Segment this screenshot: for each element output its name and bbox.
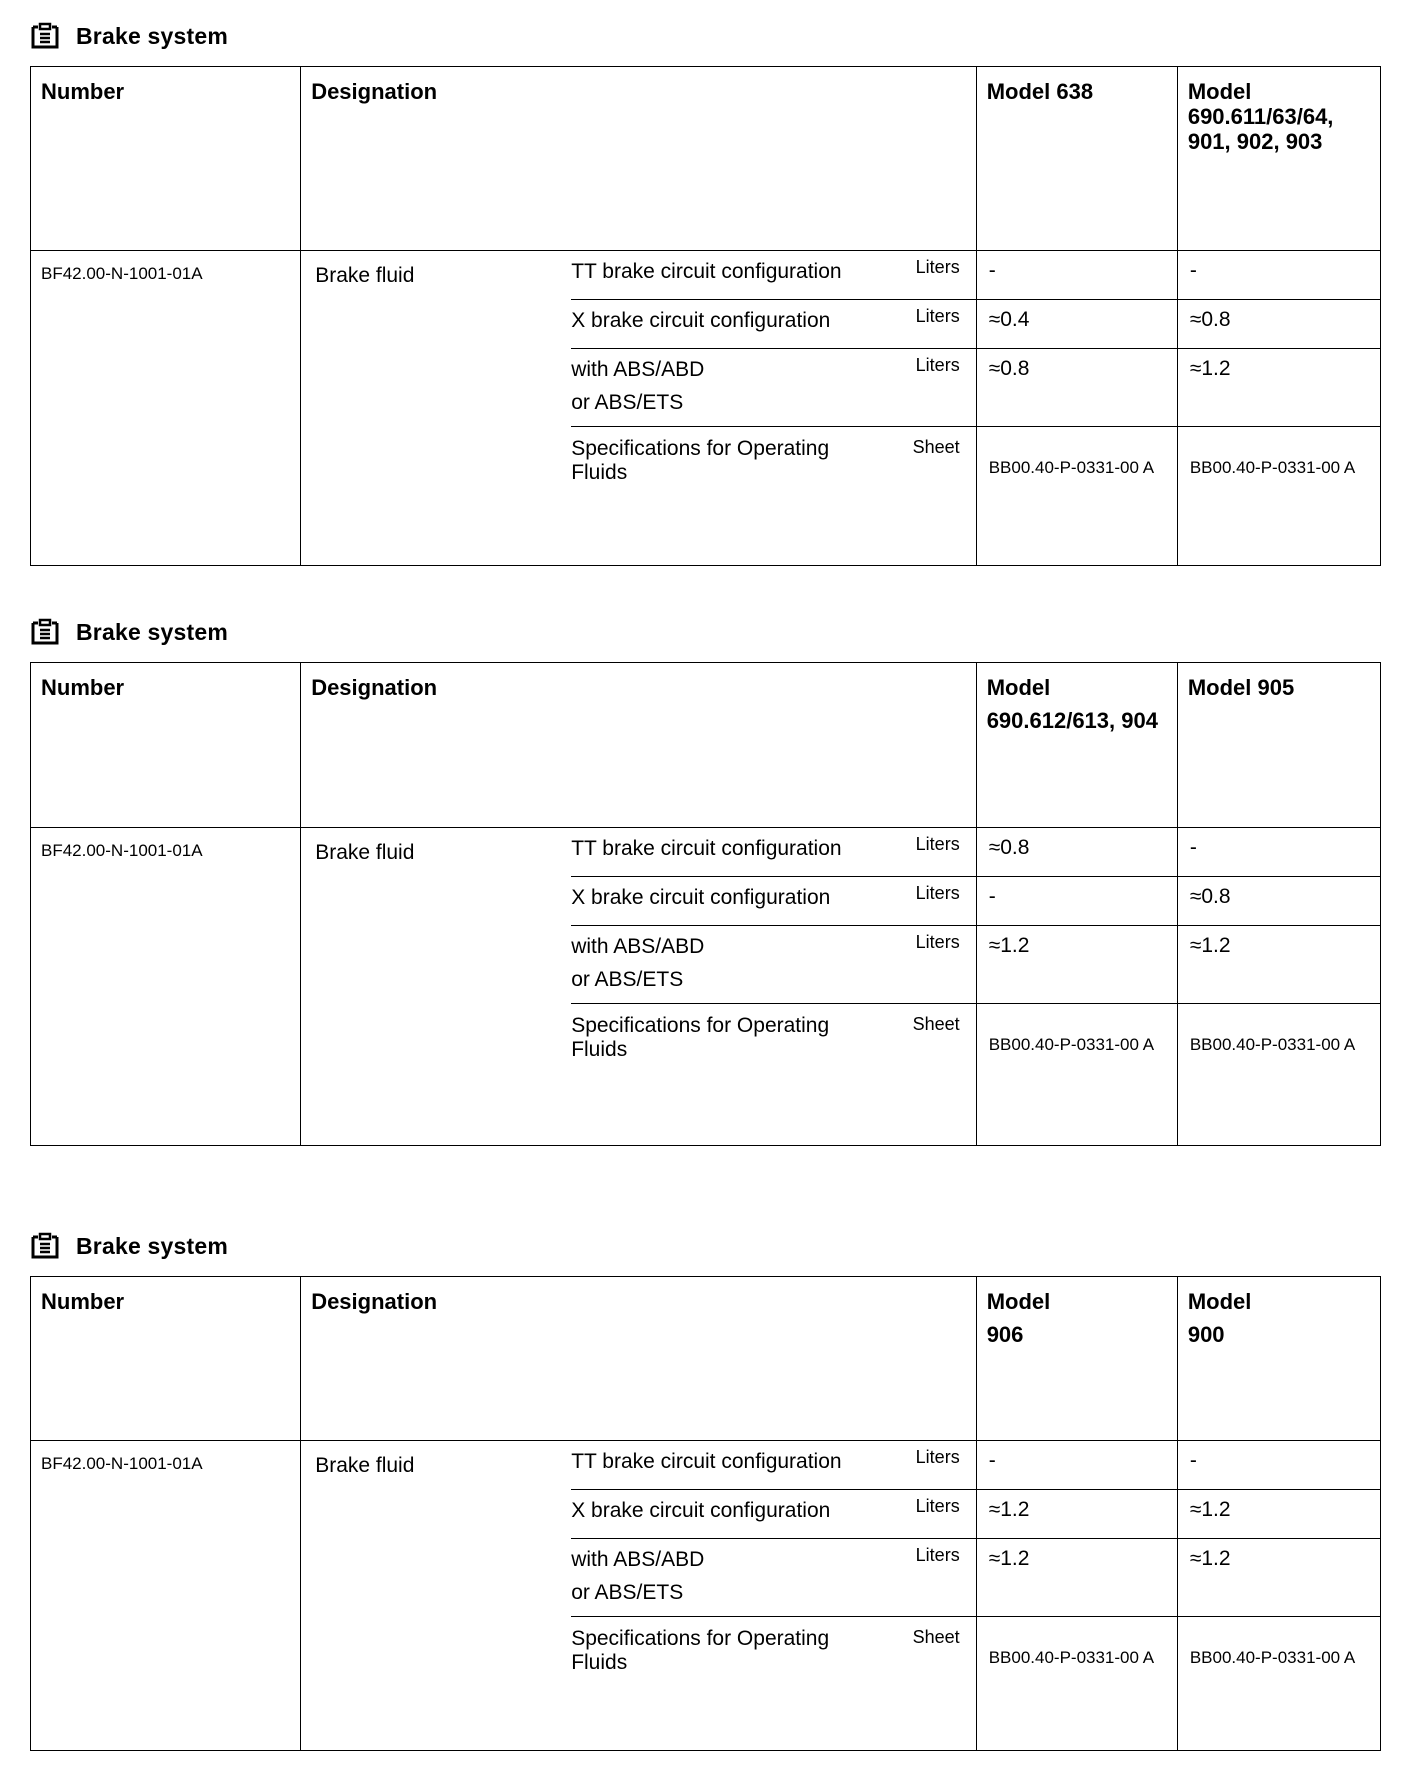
row-desc: Specifications for Operating Fluids (571, 1627, 830, 1674)
row-unit: Liters (915, 883, 960, 903)
designation: Brake fluid (315, 1454, 415, 1477)
value-cell: ≈1.2 (1178, 1490, 1380, 1539)
spec-row (571, 349, 976, 427)
row-desc: X brake circuit configuration (571, 1499, 831, 1522)
designation: Brake fluid (315, 264, 415, 287)
spec-row (571, 300, 976, 349)
value-cell: ≈1.2 (977, 1490, 1177, 1539)
value-cell: ≈1.2 (1178, 349, 1380, 427)
header-number: Number (41, 675, 125, 700)
sheet-reference: BB00.40-P-0331-00 A (988, 458, 1155, 477)
header-model-a: Model 690.612/613, 904 (986, 675, 1158, 733)
value-cell: ≈1.2 (977, 1539, 1177, 1617)
sheet-reference: BB00.40-P-0331-00 A (1189, 1035, 1356, 1054)
row-unit: Liters (915, 1496, 960, 1516)
row-unit: Liters (915, 355, 960, 375)
model-a-values (976, 1441, 1177, 1751)
spec-table (30, 1276, 1381, 1751)
part-number: BF42.00-N-1001-01A (31, 828, 301, 1146)
value-cell: ≈1.2 (1178, 1539, 1380, 1617)
model-b-values (1177, 1441, 1380, 1751)
spec-row (571, 926, 976, 1004)
section-heading (30, 614, 228, 650)
row-unit: Sheet (912, 1014, 960, 1034)
header-model-a: Model 638 (986, 79, 1094, 104)
value-cell: - (977, 251, 1177, 300)
row-desc: Specifications for Operating Fluids (571, 1014, 830, 1061)
model-a-values (976, 828, 1177, 1146)
value-cell: ≈0.8 (977, 828, 1177, 877)
sheet-reference: BB00.40-P-0331-00 A (988, 1648, 1155, 1667)
sheet-reference: BB00.40-P-0331-00 A (1189, 1648, 1356, 1667)
row-desc: TT brake circuit configuration (571, 837, 842, 860)
spec-table (30, 66, 1381, 566)
model-b-values (1177, 251, 1380, 566)
spec-row (571, 251, 976, 300)
header-designation: Designation (311, 1289, 438, 1314)
part-number: BF42.00-N-1001-01A (31, 251, 301, 566)
fluid-container-icon (30, 617, 60, 647)
row-unit: Liters (915, 834, 960, 854)
row-desc: TT brake circuit configuration (571, 1450, 842, 1473)
model-a-values (976, 251, 1177, 566)
row-unit: Liters (915, 1545, 960, 1565)
designation-cell (301, 251, 977, 566)
section-title: Brake system (76, 1232, 229, 1259)
value-cell: ≈1.2 (977, 926, 1177, 1004)
spec-row (571, 828, 976, 877)
designation-cell (301, 1441, 977, 1751)
row-desc: with ABS/ABD or ABS/ETS (571, 358, 705, 414)
spec-row (571, 1490, 976, 1539)
value-cell: - (977, 877, 1177, 926)
part-number: BF42.00-N-1001-01A (31, 1441, 301, 1751)
value-cell: ≈0.8 (1178, 877, 1380, 926)
row-desc: X brake circuit configuration (571, 886, 831, 909)
row-unit: Liters (915, 1447, 960, 1467)
spec-row (571, 1539, 976, 1617)
row-unit: Sheet (912, 1627, 960, 1647)
section-heading (30, 1228, 228, 1264)
value-cell: ≈1.2 (1178, 926, 1380, 1004)
value-cell: ≈0.8 (977, 349, 1177, 427)
fluid-container-icon (30, 21, 60, 51)
spec-row (571, 1004, 976, 1109)
row-unit: Liters (915, 932, 960, 952)
row-unit: Liters (915, 306, 960, 326)
value-cell: ≈0.4 (977, 300, 1177, 349)
row-desc: X brake circuit configuration (571, 309, 831, 332)
value-cell: - (1178, 828, 1380, 877)
header-model-b: Model 690.611/63/64, 901, 902, 903 (1187, 79, 1334, 154)
row-unit: Sheet (912, 437, 960, 457)
section-title: Brake system (76, 618, 229, 645)
sheet-reference: BB00.40-P-0331-00 A (1189, 458, 1356, 477)
header-model-b: Model 900 (1187, 1289, 1252, 1347)
fluid-container-icon (30, 1231, 60, 1261)
header-number: Number (41, 79, 125, 104)
sheet-reference: BB00.40-P-0331-00 A (988, 1035, 1155, 1054)
row-desc: with ABS/ABD or ABS/ETS (571, 1548, 705, 1604)
header-model-a: Model 906 (986, 1289, 1051, 1347)
header-model-b: Model 905 (1187, 675, 1295, 700)
spec-row (571, 1617, 976, 1722)
header-number: Number (41, 1289, 125, 1314)
spec-table (30, 662, 1381, 1146)
designation: Brake fluid (315, 841, 415, 864)
spec-row (571, 1441, 976, 1490)
designation-cell (301, 828, 977, 1146)
header-designation: Designation (311, 79, 438, 104)
row-desc: Specifications for Operating Fluids (571, 437, 830, 484)
value-cell: - (977, 1441, 1177, 1490)
section-title: Brake system (76, 22, 229, 49)
row-desc: TT brake circuit configuration (571, 260, 842, 283)
section-heading (30, 18, 228, 54)
header-designation: Designation (311, 675, 438, 700)
model-b-values (1177, 828, 1380, 1146)
row-unit: Liters (915, 257, 960, 277)
value-cell: - (1178, 251, 1380, 300)
spec-row (571, 877, 976, 926)
value-cell: ≈0.8 (1178, 300, 1380, 349)
spec-row (571, 427, 976, 532)
row-desc: with ABS/ABD or ABS/ETS (571, 935, 705, 991)
value-cell: - (1178, 1441, 1380, 1490)
